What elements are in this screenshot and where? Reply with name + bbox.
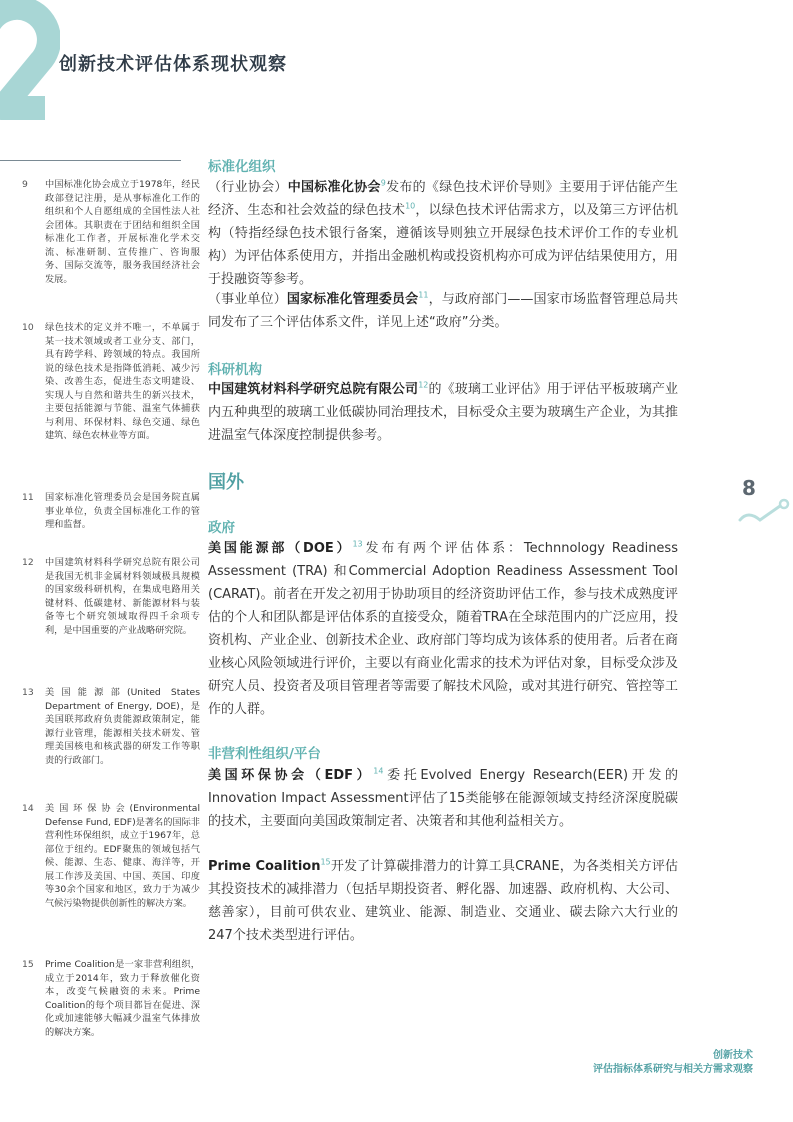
paragraph-edf — [208, 764, 678, 833]
footnote-ref: 15 — [320, 857, 331, 867]
footnote-ref: 14 — [373, 766, 384, 776]
page-number: 8 — [742, 476, 756, 500]
paragraph-cbma — [208, 378, 678, 447]
paragraph-text: 的《玻璃工业评估》用于评估平板玻璃产业内五种典型的玻璃工业低碳协同治理技术，目标受众主要为玻璃生产企业，为其推进温室气体深度控制提供参考。 — [208, 382, 678, 443]
page-corner-decoration — [738, 496, 793, 536]
section-heading-research: 科研机构 — [208, 362, 262, 378]
org-name: 美国环保协会（EDF） — [208, 768, 374, 783]
paragraph-doe — [208, 537, 678, 721]
footnote-text: 美国能源部(United States Department of Energy, DOE)，是美国联邦政府负责能源政策制定，能源行业管理，能源相关技术研发、管理美国核电和核武器的研发工作等职责的行政部门。 — [45, 687, 200, 766]
footnote-10 — [22, 321, 200, 471]
footer-title: 创新技术 — [713, 1050, 753, 1061]
org-type: （事业单位） — [208, 292, 287, 307]
footnote-ref: 13 — [352, 539, 363, 549]
footnote-13 — [22, 686, 200, 781]
paragraph-prime-coalition — [208, 855, 678, 947]
footnote-text: 美国环保协会(Environmental Defense Fund, EDF)是著名的国际非营利性环保组织，成立于1967年，总部位于纽约。EDF聚焦的领域包括气候、能源、生态、健康、海洋等，开展工作涉及美国、中国、英国、印度等30余个国家和地区，致力于为减少气候污染物提供创新性的解决方案。 — [45, 803, 200, 909]
footnote-ref: 11 — [418, 290, 429, 300]
footnote-text: 国家标准化管理委员会是国务院直属事业单位，负责全国标准化工作的管理和监督。 — [45, 492, 200, 530]
footnote-ref: 12 — [418, 380, 429, 390]
paragraph-text: 发布有两个评估体系：Technnology Readiness Assessment (TRA) 和Commercial Adoption Readiness Assessment Tool (CARAT)。前者在开发之初用于协助项目的经济资助评估工作，参与技术成熟度评估的个人和团队都是评估体系的直接受众，随着TRA在全球范围内的广泛应用，投资机构、产业企业、创新技术企业、政府部门等均成为该体系的使用者。后者在商业核心风险领域进行评价，主要以有商业化需求的技术为评估对象，目标受众涉及研究人员、投资者及项目管理者等需要了解技术风险，或对其进行研究、管控等工作的人群。 — [208, 541, 678, 717]
footnote-number: 9 — [22, 179, 28, 190]
footnote-text: 绿色技术的定义并不唯一，不单属于某一技术领域或者工业分支、部门，具有跨学科、跨领域的特点。我国所说的绿色技术是指降低消耗、减少污染、改善生态，促进生态文明建设、实现人与自然和谐共生的新兴技术，主要包括能源与节能、温室气体捕获与利用、环保材料、绿色交通、绿色建筑、绿色农林业等方面。 — [45, 322, 200, 441]
footnote-text: 中国建筑材料科学研究总院有限公司是我国无机非金属材料领域极具规模的国家级科研机构，在集成电路用关键材料、低碳建材、新能源材料与装备等七个研究领域取得四千余项专利，是中国重要的产业战略研究院。 — [45, 557, 200, 636]
section-heading-ngo: 非营利性组织/平台 — [208, 746, 321, 762]
footnote-ref: 10 — [405, 201, 416, 211]
footnote-number: 15 — [22, 959, 34, 970]
footnote-11 — [22, 491, 200, 536]
org-name: 中国标准化协会 — [287, 180, 381, 195]
paragraph-text: 发布的《绿色技术评价导则》主要用于评估能产生经济、生态和社会效益的绿色技术 — [208, 180, 678, 218]
paragraph-text: 委托Evolved Energy Research(EER)开发的Innovation Impact Assessment评估了15类能够在能源领域支持经济深度脱碳的技术，主要面向美国政策制定者、决策者和其他利益相关方。 — [208, 768, 678, 829]
footnote-text: Prime Coalition是一家非营利组织，成立于2014年，致力于释放催化资本，改变气候融资的未来。Prime Coalition的每个项目都旨在促进、深化或加速能够大幅减少温室气体排放的解决方案。 — [45, 959, 200, 1038]
org-name: Prime Coalition — [208, 859, 321, 874]
paragraph-text: 开发了计算碳排潜力的计算工具CRANE，为各类相关方评估其投资技术的减排潜力（包括早期投资者、孵化器、加速器、政府机构、大公司、慈善家），目前可供农业、建筑业、能源、制造业、交通业、碳去除六大行业的247个技术类型进行评估。 — [208, 859, 679, 943]
page-title: 创新技术评估体系现状观察 — [59, 54, 287, 75]
org-name: 国家标准化管理委员会 — [286, 292, 419, 307]
org-name: 中国建筑材料科学研究总院有限公司 — [208, 382, 419, 397]
footnote-number: 10 — [22, 322, 34, 333]
footnote-text: 中国标准化协会成立于1978年，经民政部登记注册，是从事标准化工作的组织和个人自愿组成的全国性法人社会团体。其职责在于团结和组织全国标准化工作者，开展标准化学术交流、标准研制、宣传推广、咨询服务、国际交流等，服务我国经济社会发展。 — [45, 179, 200, 285]
footnote-9 — [22, 178, 200, 308]
org-type: （行业协会） — [208, 180, 288, 195]
footnote-number: 12 — [22, 557, 34, 568]
footnote-number: 11 — [22, 492, 34, 503]
footnote-14 — [22, 802, 200, 937]
section-heading-government: 政府 — [208, 520, 235, 536]
footnote-number: 14 — [22, 803, 34, 814]
footnote-number: 13 — [22, 687, 34, 698]
divider — [0, 160, 181, 161]
section-heading-abroad: 国外 — [208, 472, 244, 493]
paragraph-text: ，以绿色技术评估需求方，以及第三方评估机构（特指经绿色技术银行备案，遵循该导则独立开展绿色技术评价工作的专业机构）为评估体系使用方，并指出金融机构或投资机构亦可成为评估结果使用方，用于投融资等参考。 — [208, 203, 678, 287]
paragraph-sac — [208, 288, 678, 334]
paragraph-text: ，与政府部门——国家市场监督管理总局共同发布了三个评估体系文件，详见上述“政府”分类。 — [208, 292, 678, 330]
section-heading-standards: 标准化组织 — [208, 159, 276, 175]
paragraph-cas — [208, 176, 678, 291]
org-name: 美国能源部（DOE） — [208, 541, 353, 556]
chapter-number-decoration — [0, 0, 60, 125]
footnote-12 — [22, 556, 200, 666]
footer-subtitle: 评估指标体系研究与相关方需求观察 — [593, 1064, 753, 1075]
footnote-15 — [22, 958, 200, 1043]
footnote-ref: 9 — [380, 178, 386, 188]
